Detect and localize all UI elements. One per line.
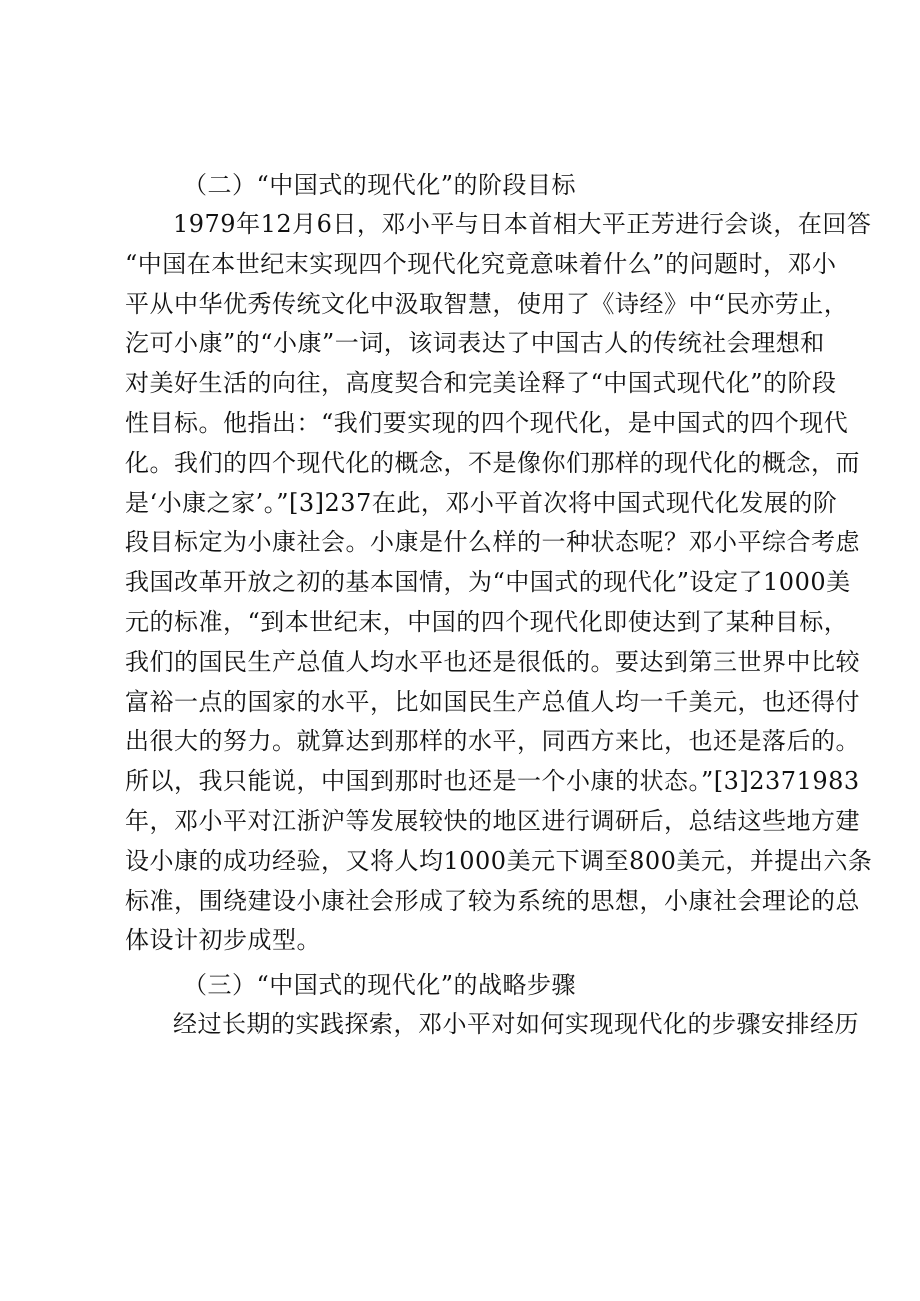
paragraph-line: 所以，我只能说，中国到那时也还是一个小康的状态。”[3]2371983 — [125, 767, 860, 796]
paragraph-line: “中国在本世纪末实现四个现代化究竟意味着什么”的问题时，邓小 — [125, 249, 837, 278]
paragraph-line: 段目标定为小康社会。小康是什么样的一种状态呢？邓小平综合考虑 — [125, 528, 860, 557]
paragraph-line: 是‘小康之家’。”[3]237在此，邓小平首次将中国式现代化发展的阶 — [125, 488, 838, 517]
paragraph-line: 年，邓小平对江浙沪等发展较快的地区进行调研后，总结这些地方建 — [125, 806, 860, 835]
paragraph-line: 化。我们的四个现代化的概念，不是像你们那样的现代化的概念，而 — [125, 448, 860, 477]
paragraph-line: 性目标。他指出：“我们要实现的四个现代化，是中国式的四个现代 — [125, 408, 849, 437]
paragraph-line: 标准，围绕建设小康社会形成了较为系统的思想，小康社会理论的总 — [125, 886, 860, 915]
paragraph-line: 经过长期的实践探索，邓小平对如何实现现代化的步骤安排经历 — [173, 1010, 859, 1039]
paragraph-line: 汔可小康”的“小康”一词，该词表达了中国古人的传统社会理想和 — [125, 329, 825, 358]
paragraph-line: 我们的国民生产总值人均水平也还是很低的。要达到第三世界中比较 — [125, 647, 860, 676]
paragraph-line: 平从中华优秀传统文化中汲取智慧，使用了《诗经》中“民亦劳止， — [125, 289, 849, 318]
paragraph-line: 富裕一点的国家的水平，比如国民生产总值人均一千美元，也还得付 — [125, 687, 860, 716]
paragraph-line: 我国改革开放之初的基本国情，为“中国式的现代化”设定了1000美 — [125, 568, 851, 597]
paragraph-line: 1979年12月6日，邓小平与日本首相大平正芳进行会谈，在回答 — [173, 210, 872, 238]
section-heading-strategic-steps: （三）“中国式的现代化”的战略步骤 — [183, 971, 577, 1000]
paragraph-line: 体设计初步成型。 — [125, 926, 321, 955]
paragraph-strategic-steps — [125, 1005, 859, 1045]
paragraph-line: 出很大的努力。就算达到那样的水平，同西方来比，也还是落后的。 — [125, 727, 860, 756]
paragraph-stage-goals — [125, 205, 873, 961]
section-heading-stage-goals: （二）“中国式的现代化”的阶段目标 — [183, 171, 577, 199]
paragraph-line: 对美好生活的向往，高度契合和完美诠释了“中国式现代化”的阶段 — [125, 369, 837, 398]
paragraph-line: 设小康的成功经验，又将人均1000美元下调至800美元，并提出六条 — [125, 846, 873, 875]
paragraph-line: 元的标准，“到本世纪末，中国的四个现代化即使达到了某种目标， — [125, 607, 849, 636]
document-body — [125, 165, 873, 1045]
